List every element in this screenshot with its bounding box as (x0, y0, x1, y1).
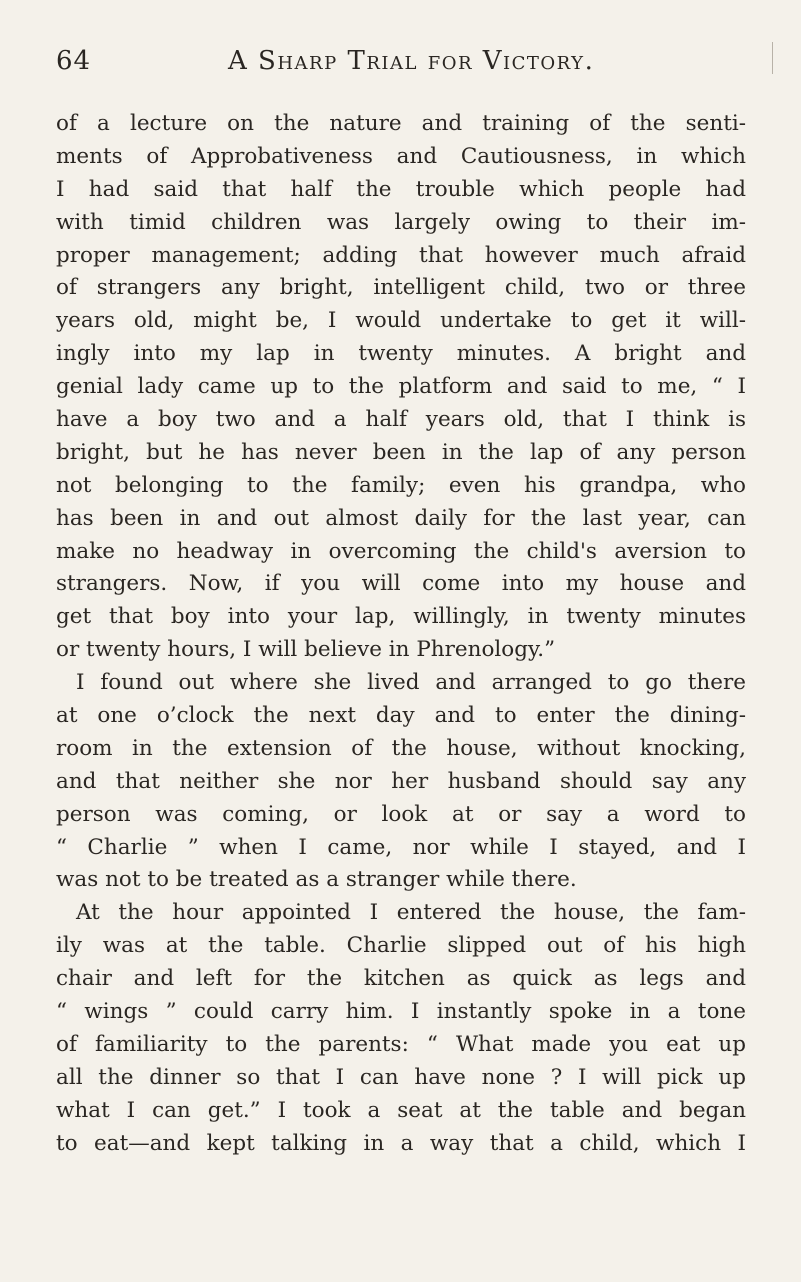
text-line: strangers. Now, if you will come into my house and (56, 571, 746, 597)
text-line: with timid children was largely owing to their im- (56, 209, 746, 235)
text-line: have a boy two and a half years old, that I think is (56, 407, 746, 433)
text-line: was not to be treated as a stranger while there. (56, 867, 577, 893)
text-line: to eat—and kept talking in a way that a child, which I (56, 1130, 746, 1156)
text-line: room in the extension of the house, without knocking, (56, 735, 746, 761)
text-line: genial lady came up to the platform and said to me, “ I (56, 374, 746, 400)
text-line: all the dinner so that I can have none ? I will pick up (56, 1064, 746, 1090)
text-line: make no headway in overcoming the child's aversion to (56, 538, 746, 564)
page-number: 64 (56, 46, 92, 76)
body-text (56, 108, 746, 1161)
text-line: get that boy into your lap, willingly, in twenty minutes (56, 604, 746, 630)
page-edge-mark (772, 42, 773, 74)
text-line: At the hour appointed I entered the house, the fam- (76, 900, 746, 926)
text-line: or twenty hours, I will believe in Phrenology.” (56, 637, 556, 663)
text-line: has been in and out almost daily for the last year, can (56, 505, 746, 531)
text-line: I found out where she lived and arranged to go there (76, 670, 746, 696)
text-line: what I can get.” I took a seat at the table and began (56, 1097, 746, 1123)
text-line: ments of Approbativeness and Cautiousness, in which (56, 143, 746, 169)
text-line: of strangers any bright, intelligent child, two or three (56, 275, 746, 301)
text-line: of a lecture on the nature and training of the senti- (56, 111, 746, 136)
text-line: years old, might be, I would undertake to get it will- (56, 308, 746, 334)
text-line: and that neither she nor her husband should say any (56, 768, 746, 794)
text-line: proper management; adding that however much afraid (56, 242, 746, 268)
text-line: of familiarity to the parents: “ What made you eat up (56, 1031, 746, 1057)
running-title: A Sharp Trial for Victory. (228, 46, 595, 76)
text-line: “ wings ” could carry him. I instantly spoke in a tone (56, 999, 746, 1025)
text-line: at one o’clock the next day and to enter the dining- (56, 703, 746, 729)
text-line: “ Charlie ” when I came, nor while I stayed, and I (56, 834, 746, 860)
text-line: ingly into my lap in twenty minutes. A bright and (56, 341, 746, 367)
text-line: chair and left for the kitchen as quick as legs and (56, 966, 746, 992)
text-line: not belonging to the family; even his grandpa, who (56, 472, 746, 498)
text-line: I had said that half the trouble which people had (56, 176, 746, 202)
text-line: ily was at the table. Charlie slipped out of his high (56, 933, 746, 959)
text-line: person was coming, or look at or say a word to (56, 801, 746, 827)
text-line: bright, but he has never been in the lap of any person (56, 439, 746, 465)
page-header (56, 46, 736, 86)
